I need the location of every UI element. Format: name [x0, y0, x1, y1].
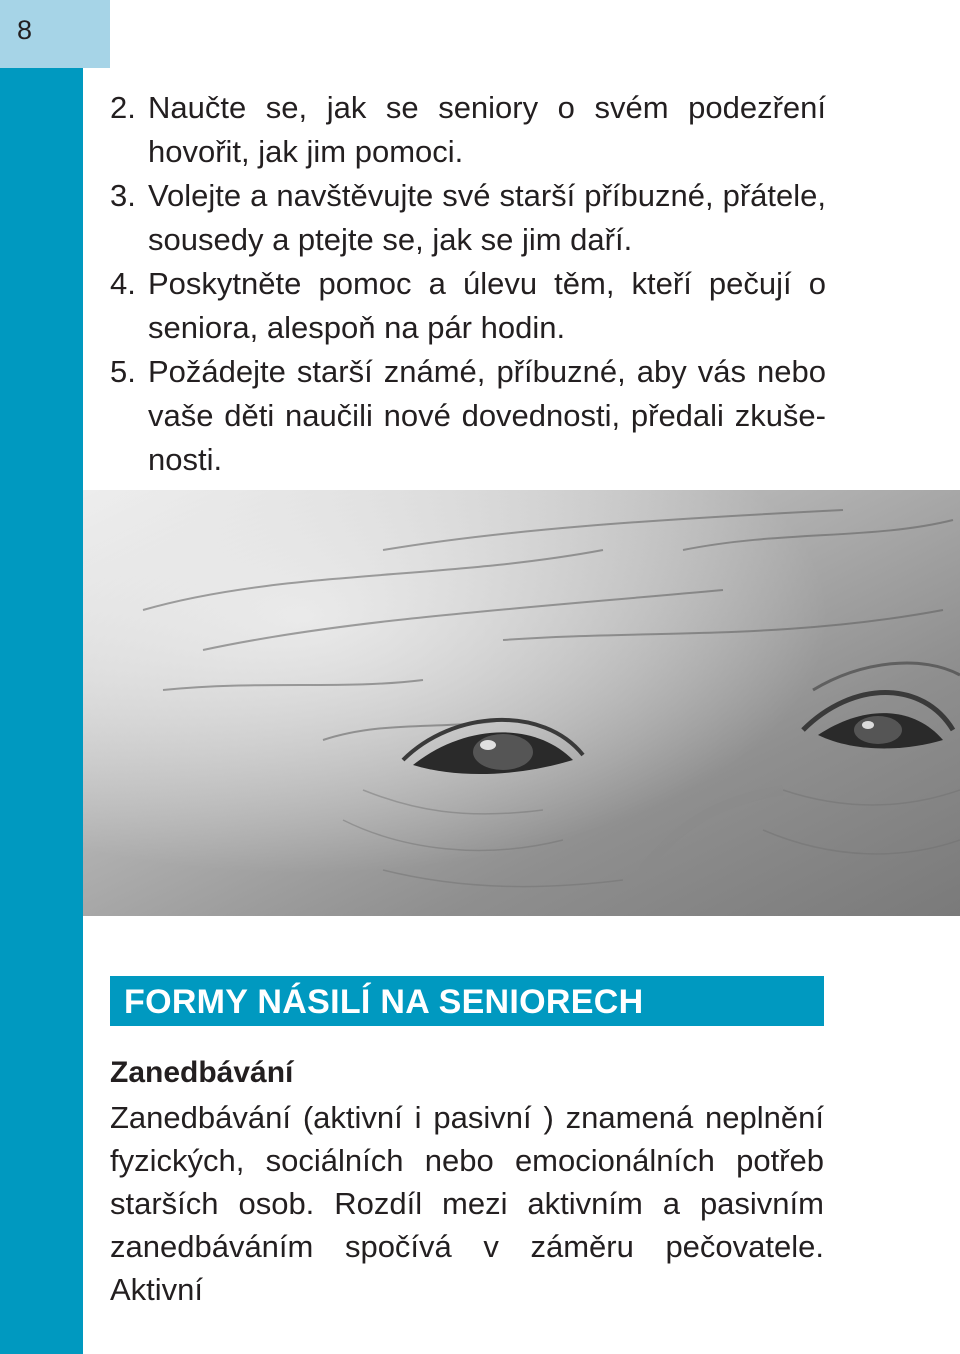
list-item-number: 2. — [110, 90, 136, 125]
list-item-number: 5. — [110, 354, 136, 389]
section-heading: FORMY NÁSILÍ NA SENIORECH — [124, 983, 644, 1021]
list-item-text: Požádejte starší známé, příbuzné, aby vás nebo vaše děti naučili nové dovednosti, předali zkuše-nosti. — [148, 354, 826, 477]
list-item — [110, 262, 826, 350]
list-item — [110, 86, 826, 174]
section-subheading: Zanedbávání — [110, 1056, 294, 1089]
page-number: 8 — [17, 15, 33, 45]
list-item-number: 4. — [110, 266, 136, 301]
page-number-tab — [0, 0, 110, 68]
side-accent-bar — [0, 0, 83, 1354]
list-item-text: Poskytněte pomoc a úlevu těm, kteří pečují o seniora, alespoň na pár hodin. — [148, 266, 826, 345]
advice-list — [110, 86, 826, 482]
list-item — [110, 350, 826, 482]
list-item — [110, 174, 826, 262]
section-body-text: Zanedbávání (aktivní i pasivní ) znamená neplnění fyzických, sociálních nebo emocionálních potřeb starších osob. Rozdíl mezi aktivním a pasivním zanedbáváním spočívá v záměru pečovatele. Aktivní — [110, 1100, 824, 1307]
list-item-text: Naučte se, jak se seniory o svém podezření hovořit, jak jim pomoci. — [148, 90, 826, 169]
list-item-text: Volejte a navštěvujte své starší příbuzné, přátele, sousedy a ptejte se, jak se jim daří. — [148, 178, 826, 257]
list-item-number: 3. — [110, 178, 136, 213]
elderly-eyes-photo — [83, 490, 960, 916]
section-heading-bar — [110, 976, 824, 1026]
